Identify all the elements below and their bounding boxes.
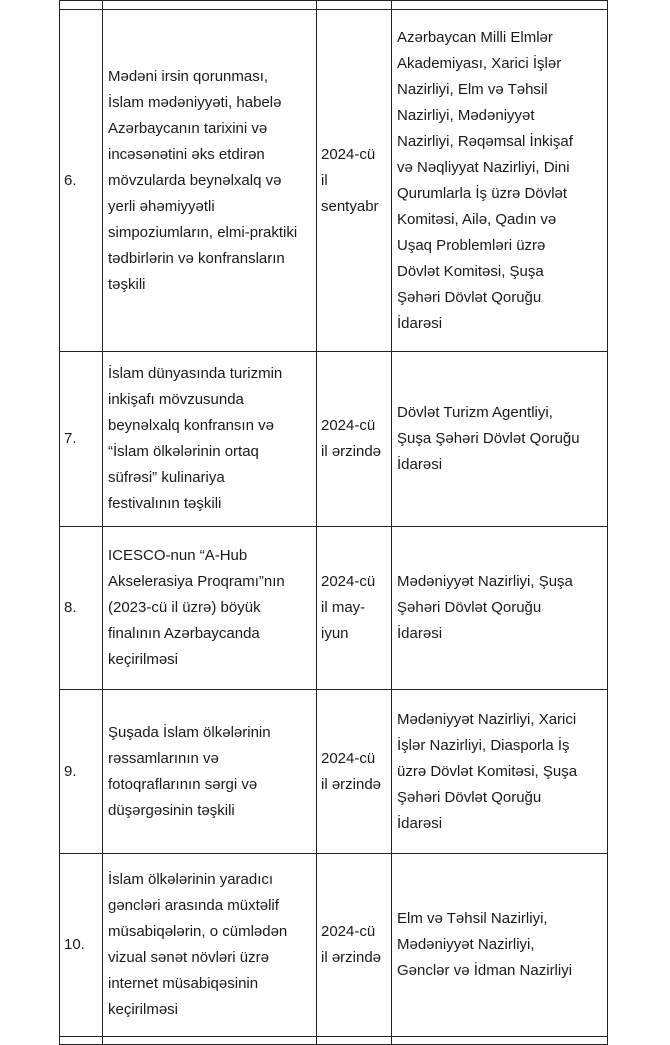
action-plan-table bbox=[59, 0, 608, 1045]
row-number-cell bbox=[60, 1037, 103, 1045]
responsible-cell: Mədəniyyət Nazirliyi, Şuşa Şəhəri Dövlət Qoruğu İdarəsi bbox=[392, 527, 608, 690]
date-cell: 2024-cü il ərzində bbox=[317, 854, 392, 1037]
responsible-cell: Mədəniyyət Nazirliyi, Xarici İşlər Nazirliyi, Diasporla İş üzrə Dövlət Komitəsi, Şuşa Şəhəri Dövlət Qoruğu İdarəsi bbox=[392, 690, 608, 854]
table-row bbox=[60, 10, 608, 352]
responsible-cell: Dövlət Turizm Agentliyi, Şuşa Şəhəri Dövlət Qoruğu İdarəsi bbox=[392, 352, 608, 527]
event-cell: İslam dünyasında turizmin inkişafı mövzusunda beynəlxalq konfransın və “İslam ölkələrinin ortaq süfrəsi” kulinariya festivalının təşkili bbox=[103, 352, 317, 527]
event-cell: Şuşada İslam ölkələrinin rəssamlarının və fotoqraflarının sərgi və düşərgəsinin təşkili bbox=[103, 690, 317, 854]
table-row bbox=[60, 854, 608, 1037]
responsible-cell: Azərbaycan Milli Elmlər Akademiyası, Xarici İşlər Nazirliyi, Elm və Təhsil Nazirliyi, Mədəniyyət Nazirliyi, Rəqəmsal İnkişaf və Nəqliyyat Nazirliyi, Dini Qurumlarla İş üzrə Dövlət Komitəsi, Ailə, Qadın və Uşaq Problemləri üzrə Dövlət Komitəsi, Şuşa Şəhəri Dövlət Qoruğu İdarəsi bbox=[392, 10, 608, 352]
table-row bbox=[60, 352, 608, 527]
table-row bbox=[60, 527, 608, 690]
row-number-cell: 9. bbox=[60, 690, 103, 854]
date-cell: 2024-cü il may- iyun bbox=[317, 527, 392, 690]
row-number-cell: 7. bbox=[60, 352, 103, 527]
event-cell: İslam ölkələrinin yaradıcı gəncləri arasında müxtəlif müsabiqələrin, o cümlədən vizual sənət növləri üzrə internet müsabiqəsinin keçirilməsi bbox=[103, 854, 317, 1037]
responsible-cell bbox=[392, 1, 608, 10]
event-cell: Mədəni irsin qorunması, İslam mədəniyyəti, habelə Azərbaycanın tarixini və incəsənətini əks etdirən mövzularda beynəlxalq və yerli əhəmiyyətli simpoziumların, elmi-praktiki tədbirlərin və konfransların təşkili bbox=[103, 10, 317, 352]
row-number-cell bbox=[60, 1, 103, 10]
responsible-cell: Elm və Təhsil Nazirliyi, Mədəniyyət Nazirliyi, Gənclər və İdman Nazirliyi bbox=[392, 854, 608, 1037]
event-cell bbox=[103, 1037, 317, 1045]
row-number-cell: 6. bbox=[60, 10, 103, 352]
date-cell: 2024-cü il sentyabr bbox=[317, 10, 392, 352]
date-cell: 2024-cü il ərzində bbox=[317, 690, 392, 854]
table-row-partial-bottom bbox=[60, 1037, 608, 1045]
responsible-cell bbox=[392, 1037, 608, 1045]
date-cell: 2024-cü il ərzində bbox=[317, 352, 392, 527]
event-cell: ICESCO-nun “A-Hub Akselerasiya Proqramı”nın (2023-cü il üzrə) böyük finalının Azərbaycanda keçirilməsi bbox=[103, 527, 317, 690]
date-cell bbox=[317, 1037, 392, 1045]
table-row-partial-top bbox=[60, 1, 608, 10]
table-row bbox=[60, 690, 608, 854]
date-cell bbox=[317, 1, 392, 10]
row-number-cell: 10. bbox=[60, 854, 103, 1037]
event-cell bbox=[103, 1, 317, 10]
row-number-cell: 8. bbox=[60, 527, 103, 690]
